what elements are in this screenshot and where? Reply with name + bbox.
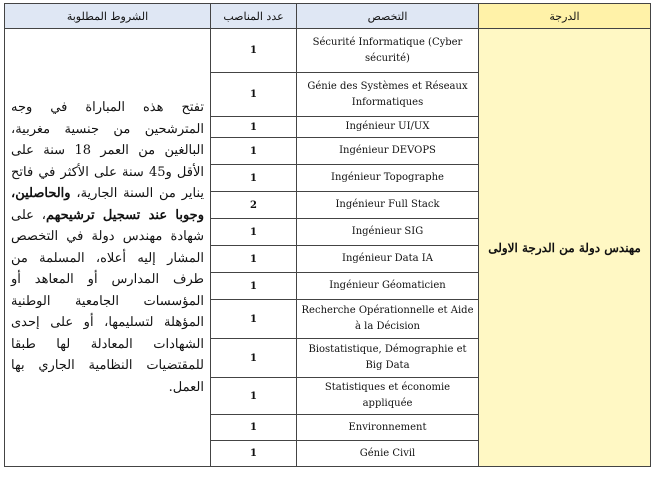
conditions-text-part1: تفتح هذه المباراة في وجه المترشحين من جنسية مغربية، البالغين من العمر 18 سنة على الأقل و45 سنة على الأكثر في فاتح يناير من السنة الجارية، xyxy=(11,100,205,201)
specialty-name: Biostatistique, Démographie et Big Data xyxy=(297,339,479,378)
specialty-name: Environnement xyxy=(297,415,479,441)
table-row xyxy=(5,29,651,73)
specialty-name: Ingénieur UI/UX xyxy=(297,117,479,138)
specialty-name: Ingénieur SIG xyxy=(297,219,479,246)
header-positions: عدد المناصب xyxy=(211,4,297,29)
positions-count: 2 xyxy=(211,192,297,219)
positions-count: 1 xyxy=(211,441,297,467)
positions-count: 1 xyxy=(211,415,297,441)
specialty-name: Génie Civil xyxy=(297,441,479,467)
positions-count: 1 xyxy=(211,219,297,246)
header-conditions: الشروط المطلوبة xyxy=(5,4,211,29)
grade-cell: مهندس دولة من الدرجة الاولى xyxy=(479,29,651,467)
specialty-name: Ingénieur DEVOPS xyxy=(297,138,479,165)
specialty-name: Génie des Systèmes et Réseaux Informatiques xyxy=(297,73,479,117)
conditions-text-part2: ، على شهادة مهندس دولة في التخصص المشار إليه أعلاه، المسلمة من طرف المدارس أو المعاهد أو المؤسسات الجامعية الوطنية المؤهلة لتسليمها، أو على إحدى الشهادات المعادلة لها طبقا للمقتضيات النظامية الجاري بها العمل. xyxy=(11,207,204,395)
positions-count: 1 xyxy=(211,117,297,138)
specialty-name: Ingénieur Data IA xyxy=(297,246,479,273)
specialty-name: Ingénieur Topographe xyxy=(297,165,479,192)
positions-count: 1 xyxy=(211,378,297,415)
positions-count: 1 xyxy=(211,165,297,192)
positions-count: 1 xyxy=(211,73,297,117)
header-grade: الدرجة xyxy=(479,4,651,29)
header-row xyxy=(5,4,651,29)
header-specialty: التخصص xyxy=(297,4,479,29)
positions-count: 1 xyxy=(211,138,297,165)
positions-count: 1 xyxy=(211,339,297,378)
specialty-name: Statistiques et économie appliquée xyxy=(297,378,479,415)
specialty-name: Recherche Opérationnelle et Aide à la Décision xyxy=(297,300,479,339)
positions-count: 1 xyxy=(211,300,297,339)
specialty-name: Sécurité Informatique (Cyber sécurité) xyxy=(297,29,479,73)
positions-count: 1 xyxy=(211,273,297,300)
positions-count: 1 xyxy=(211,246,297,273)
conditions-text-bold: والحاصلين، وجوبا عند تسجيل ترشيحهم xyxy=(11,186,204,223)
conditions-cell xyxy=(5,29,211,467)
positions-count: 1 xyxy=(211,29,297,73)
positions-table xyxy=(4,3,651,467)
specialty-name: Ingénieur Géomaticien xyxy=(297,273,479,300)
specialty-name: Ingénieur Full Stack xyxy=(297,192,479,219)
